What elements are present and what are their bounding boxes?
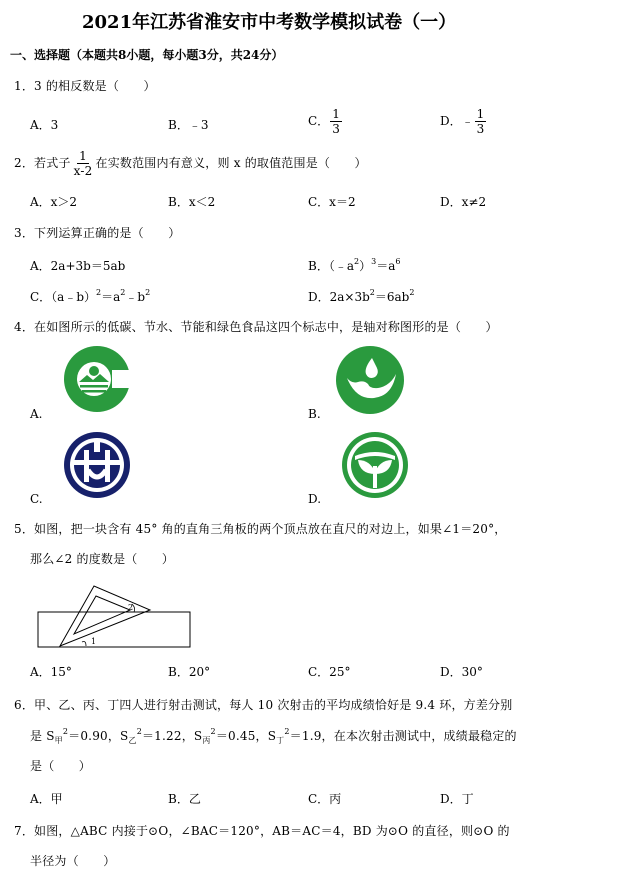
q5-option-a: A．15° xyxy=(30,665,72,679)
q1-c-prefix: C． xyxy=(308,114,330,128)
q6-s-ding-sub: 丁 xyxy=(276,736,285,745)
q2-frac-num: 1 xyxy=(79,149,87,163)
triangle-outer xyxy=(60,586,150,646)
q6-s-yi-sup: 2 xyxy=(136,727,142,736)
q3-option-d xyxy=(308,288,414,305)
q6-s-yi-val: ＝1.22，S xyxy=(141,729,203,743)
q2-option-d: D．x≠2 xyxy=(440,195,487,209)
q3-c-pre: C．（a﹣b） xyxy=(30,290,97,304)
q4-option-d: D. xyxy=(308,492,322,506)
q6-option-d: D．丁 xyxy=(440,792,474,806)
q1-d-den: 3 xyxy=(476,122,485,136)
q1-d-num: 1 xyxy=(476,107,485,121)
q1-c-den: 3 xyxy=(332,122,340,136)
q3-d-mid: ＝6ab xyxy=(374,290,410,304)
q3-d-pre: D．2a×3b xyxy=(308,290,370,304)
q1-c-num: 1 xyxy=(332,107,340,121)
q2-option-c: C．x＝2 xyxy=(308,195,356,209)
q3-c-exp3: 2 xyxy=(145,288,151,297)
q6-s-bing-val: ＝0.45，S xyxy=(215,729,277,743)
q6-option-c: C．丙 xyxy=(308,792,342,806)
q6-s-jia-sup: 2 xyxy=(62,727,69,736)
q6-option-b: B．乙 xyxy=(168,792,201,806)
q5-option-d: D．30° xyxy=(440,665,483,679)
water-saving-logo-icon xyxy=(334,344,406,416)
q3-b-post: ＝a xyxy=(376,259,396,273)
q1-option-c xyxy=(308,108,343,135)
q6-s-bing-sup: 2 xyxy=(210,727,216,736)
q6-s-jia-sub: 甲 xyxy=(54,736,63,745)
q3-b-exp3: 6 xyxy=(395,257,401,266)
angle-2-label: 2 xyxy=(128,603,134,612)
page-title: 2021年江苏省淮安市中考数学模拟试卷（一） xyxy=(82,12,457,33)
q2-stem-pre: 2．若式子 xyxy=(14,156,71,170)
q4-option-c: C. xyxy=(30,492,43,506)
q1-option-b: B．﹣3 xyxy=(168,118,209,132)
q3-option-c xyxy=(30,288,150,305)
energy-saving-logo-icon xyxy=(62,430,132,500)
q3-d-exp1: 2 xyxy=(369,288,375,297)
q7-stem-line2: 半径为（ ） xyxy=(30,854,116,868)
q3-c-exp1: 2 xyxy=(96,288,102,297)
section-heading: 一、选择题（本题共8小题，每小题3分，共24分） xyxy=(10,48,284,62)
q6-s-ding-val: ＝1.9，在本次射击测试中，成绩最稳定的 xyxy=(289,729,517,743)
q3-option-a: A．2a+3b＝5ab xyxy=(30,259,126,273)
q3-b-pre: B．（﹣a xyxy=(308,259,354,273)
q3-c-mid: ＝a xyxy=(101,290,121,304)
q4-option-b: B. xyxy=(308,407,321,421)
q6-option-a: A．甲 xyxy=(30,792,63,806)
q3-c-mid2: ﹣b xyxy=(125,290,146,304)
q6-s-yi-sub: 乙 xyxy=(128,736,137,745)
q6-s-ding-sup: 2 xyxy=(284,727,290,736)
q2-option-a: A．x＞2 xyxy=(30,195,78,209)
q6-s-jia-val: ＝0.90，S xyxy=(68,729,129,743)
q7-stem-line1: 7．如图，△ABC 内接于⊙O，∠BAC＝120°，AB＝AC＝4，BD 为⊙O 的直径，则⊙O 的 xyxy=(14,824,510,838)
angle-1-label: 1 xyxy=(91,637,97,646)
q1-option-a: A．3 xyxy=(30,118,59,132)
q2-fraction xyxy=(72,150,95,177)
q1-c-fraction xyxy=(330,108,342,135)
q3-stem: 3．下列运算正确的是（ ） xyxy=(14,226,181,240)
q2-stem xyxy=(14,150,367,177)
q5-figure xyxy=(34,580,194,652)
q3-b-mid: ） xyxy=(359,259,372,273)
q5-option-c: C．25° xyxy=(308,665,351,679)
q3-c-exp2: 2 xyxy=(120,288,126,297)
q6-s-bing-sub: 丙 xyxy=(202,736,211,745)
q4-option-a: A. xyxy=(30,407,43,421)
q1-option-d xyxy=(440,108,487,135)
q4-stem: 4．在如图所示的低碳、节水、节能和绿色食品这四个标志中，是轴对称图形的是（ ） xyxy=(14,320,498,334)
q5-stem-line1: 5．如图，把一块含有 45° 角的直角三角板的两个顶点放在直尺的对边上，如果∠1＝20°， xyxy=(14,522,507,536)
q3-option-b xyxy=(308,257,400,274)
q3-b-exp1: 2 xyxy=(353,257,360,266)
q2-stem-post: 在实数范围内有意义，则 x 的取值范围是（ ） xyxy=(95,156,367,170)
q6-stem-line1: 6．甲、乙、丙、丁四人进行射击测试，每人 10 次射击的平均成绩恰好是 9.4 环，方差分别 xyxy=(14,698,513,712)
low-carbon-logo-icon xyxy=(62,344,132,414)
q1-stem: 1．3 的相反数是（ ） xyxy=(14,79,156,93)
q1-d-prefix: D．﹣ xyxy=(440,114,474,128)
green-food-logo-icon xyxy=(340,430,410,500)
q6-stem-line2 xyxy=(30,727,517,746)
q2-frac-den: x-2 xyxy=(73,164,93,178)
q5-stem-line2: 那么∠2 的度数是（ ） xyxy=(30,552,175,566)
q6-s-prefix: 是 S xyxy=(30,729,55,743)
q6-stem-line3: 是（ ） xyxy=(30,759,92,773)
q5-option-b: B．20° xyxy=(168,665,211,679)
q2-option-b: B．x＜2 xyxy=(168,195,216,209)
triangle-inner xyxy=(74,596,130,634)
q3-b-exp2: 3 xyxy=(371,257,377,266)
q1-d-fraction xyxy=(475,108,487,135)
q3-d-exp2: 2 xyxy=(409,288,415,297)
